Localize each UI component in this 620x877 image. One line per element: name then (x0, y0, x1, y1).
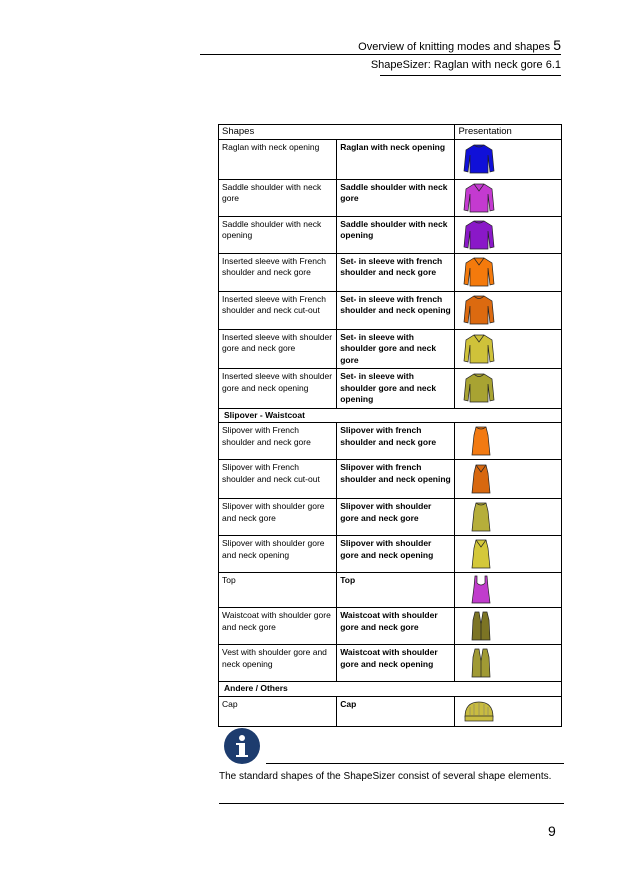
table-row (219, 216, 562, 253)
shape-label: Set- in sleeve with french shoulder and neck gore (337, 253, 455, 291)
shape-name: Inserted sleeve with shoulder gore and neck opening (219, 369, 337, 409)
shape-label: Cap (337, 696, 455, 726)
page-number: 9 (548, 823, 556, 839)
slipover-icon (464, 501, 498, 533)
shape-name: Inserted sleeve with French shoulder and neck gore (219, 253, 337, 291)
table-row (219, 179, 562, 216)
header-title (358, 37, 561, 53)
slipover-icon (464, 538, 498, 570)
table-row (219, 369, 562, 409)
chapter-number: 5 (553, 37, 561, 53)
section-row (219, 408, 562, 423)
shape-label: Saddle shoulder with neck gore (337, 179, 455, 216)
shape-name: Slipover with French shoulder and neck cut-out (219, 460, 337, 499)
section-row (219, 682, 562, 697)
shape-label: Waistcoat with shoulder gore and neck opening (337, 645, 455, 682)
table-row (219, 460, 562, 499)
shape-label: Set- in sleeve with shoulder gore and neck gore (337, 329, 455, 369)
shape-label: Raglan with neck opening (337, 139, 455, 179)
cap-icon (462, 699, 496, 723)
table-row (219, 573, 562, 608)
shape-name: Inserted sleeve with French shoulder and neck cut-out (219, 291, 337, 329)
shape-label: Set- in sleeve with shoulder gore and neck opening (337, 369, 455, 409)
shape-label: Saddle shoulder with neck opening (337, 216, 455, 253)
shape-name: Waistcoat with shoulder gore and neck gore (219, 608, 337, 645)
table-row (219, 645, 562, 682)
sweater-icon (462, 256, 496, 288)
sweater-icon (462, 294, 496, 326)
shape-name: Slipover with French shoulder and neck gore (219, 423, 337, 460)
col-shapes-header: Shapes (219, 125, 455, 140)
shape-label: Waistcoat with shoulder gore and neck gore (337, 608, 455, 645)
info-icon (224, 728, 260, 764)
shape-name: Slipover with shoulder gore and neck opening (219, 536, 337, 573)
subtitle-rule (380, 75, 561, 76)
shape-name: Inserted sleeve with shoulder gore and neck gore (219, 329, 337, 369)
note-rule-top (266, 763, 564, 764)
sweater-icon (462, 219, 496, 251)
table-header (219, 125, 562, 140)
table-row (219, 499, 562, 536)
sweater-icon (462, 182, 496, 214)
table-row (219, 291, 562, 329)
table-row (219, 329, 562, 369)
top-icon (464, 575, 498, 605)
table-row (219, 536, 562, 573)
section-others: Andere / Others (219, 682, 562, 697)
header-title-text: Overview of knitting modes and shapes (358, 41, 551, 53)
note-rule-bottom (219, 803, 564, 804)
table-row (219, 696, 562, 726)
shape-name: Raglan with neck opening (219, 139, 337, 179)
slipover-icon (464, 463, 498, 495)
table-row (219, 608, 562, 645)
header-subtitle: ShapeSizer: Raglan with neck gore 6.1 (370, 59, 561, 71)
col-presentation-header: Presentation (455, 125, 562, 140)
shapes-table (218, 124, 562, 727)
shape-label: Slipover with french shoulder and neck opening (337, 460, 455, 499)
table-row (219, 139, 562, 179)
shape-label: Slipover with shoulder gore and neck gore (337, 499, 455, 536)
header-rule (200, 54, 561, 55)
shape-name: Top (219, 573, 337, 608)
shape-name: Vest with shoulder gore and neck opening (219, 645, 337, 682)
table-row (219, 423, 562, 460)
table-row (219, 253, 562, 291)
sweater-icon (462, 372, 496, 404)
waistcoat-icon (464, 647, 498, 679)
shape-name: Slipover with shoulder gore and neck gore (219, 499, 337, 536)
waistcoat-icon (464, 610, 498, 642)
shape-label: Slipover with french shoulder and neck gore (337, 423, 455, 460)
shape-name: Saddle shoulder with neck opening (219, 216, 337, 253)
section-slipover: Slipover - Waistcoat (219, 408, 562, 423)
slipover-icon (464, 425, 498, 457)
shape-name: Cap (219, 696, 337, 726)
info-note: The standard shapes of the ShapeSizer consist of several shape elements. (219, 771, 552, 782)
shape-name: Saddle shoulder with neck gore (219, 179, 337, 216)
shape-label: Top (337, 573, 455, 608)
shape-label: Slipover with shoulder gore and neck opening (337, 536, 455, 573)
sweater-icon (462, 143, 496, 175)
sweater-icon (462, 333, 496, 365)
shape-label: Set- in sleeve with french shoulder and neck opening (337, 291, 455, 329)
